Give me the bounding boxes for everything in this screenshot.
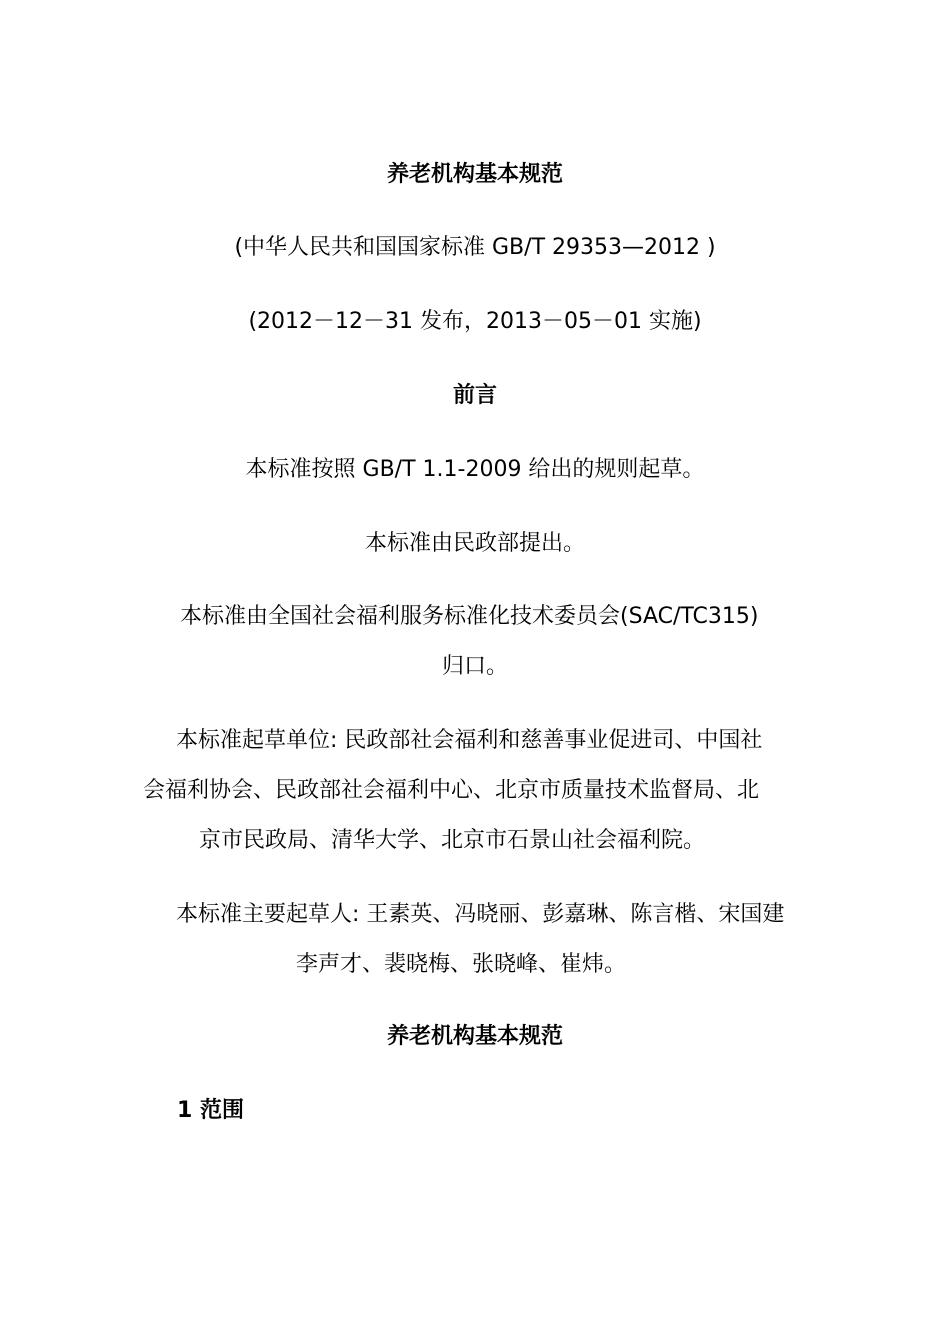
standard-info: (中华人民共和国国家标准 GB/T 29353—2012 ) bbox=[234, 235, 716, 260]
document-title: 养老机构基本规范 bbox=[386, 162, 563, 187]
publish-dates: (2012－12－31 发布，2013－05－01 实施) bbox=[248, 309, 702, 334]
foreword-heading: 前言 bbox=[452, 383, 497, 408]
foreword-paragraph-3-line-2: 归口。 bbox=[441, 654, 508, 679]
section-1-heading: 1 范围 bbox=[177, 1098, 244, 1123]
foreword-paragraph-1: 本标准按照 GB/T 1.1-2009 给出的规则起草。 bbox=[245, 457, 705, 482]
foreword-paragraph-4-line-3: 京市民政局、清华大学、北京市石景山社会福利院。 bbox=[199, 828, 706, 853]
foreword-paragraph-5-line-2: 李声才、裴晓梅、张晓峰、崔炜。 bbox=[296, 952, 627, 977]
foreword-paragraph-5-line-1: 本标准主要起草人: 王素英、冯晓丽、彭嘉琳、陈言楷、宋国建 bbox=[176, 902, 785, 927]
body-title: 养老机构基本规范 bbox=[386, 1024, 563, 1049]
foreword-paragraph-3-line-1: 本标准由全国社会福利服务标准化技术委员会(SAC/TC315) bbox=[180, 604, 759, 629]
foreword-paragraph-4-line-1: 本标准起草单位: 民政部社会福利和慈善事业促进司、中国社 bbox=[176, 728, 763, 753]
foreword-paragraph-4-line-2: 会福利协会、民政部社会福利中心、北京市质量技术监督局、北 bbox=[143, 778, 760, 803]
foreword-paragraph-2: 本标准由民政部提出。 bbox=[364, 531, 585, 556]
